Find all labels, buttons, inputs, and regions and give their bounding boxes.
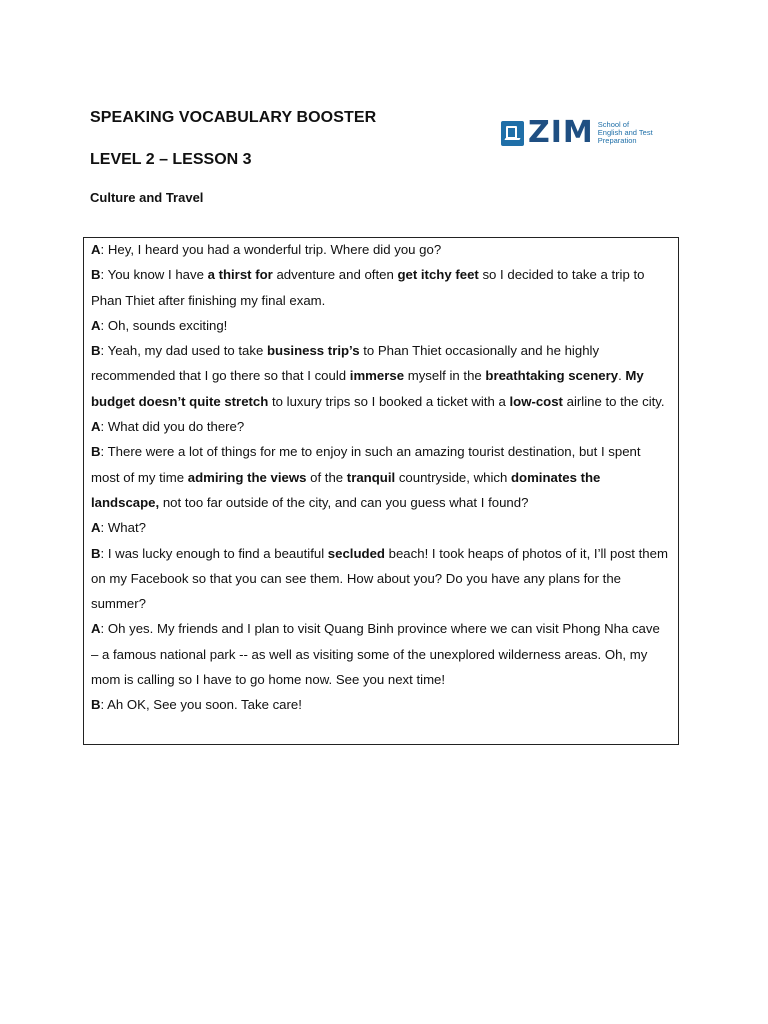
speaker-label: B [91,545,101,561]
dialogue-segment: : What did you do there? [100,419,245,435]
vocabulary-phrase: tranquil [346,469,396,485]
vocabulary-phrase: business trip’s [266,343,360,359]
dialogue-line [91,692,668,717]
dialogue-segment: myself in the [404,368,486,384]
vocabulary-phrase: immerse [349,368,405,384]
dialogue-segment: : Hey, I heard you had a wonderful trip. Where did you go? [100,242,442,257]
page-title: SPEAKING VOCABULARY BOOSTER [90,109,377,126]
dialogue-segment: : Yeah, my dad used to take [100,343,267,359]
dialogue-line [91,616,668,692]
speaker-label: A [91,520,101,536]
dialogue-line [91,262,668,313]
dialogue-segment: : Oh yes. My friends and I plan to visit Quang Binh province where we can visit Phong Nha cave – a famous national park -- as well as visiting some of the unexplored wilderness areas. Oh, my mom is calling so I have to go home now. See you next time! [91,621,660,688]
speaker-label: A [91,317,101,333]
dialogue-line [91,515,668,540]
speaker-label: B [91,444,101,460]
dialogue-segment: adventure and often [272,267,398,283]
vocabulary-phrase: secluded [327,545,385,561]
dialogue-line [91,541,668,617]
logo-tagline-line: School of [597,120,630,129]
dialogue-segment: . [618,368,626,384]
vocabulary-phrase: My budget doesn’t quite stretch [91,368,644,409]
dialogue-line [91,313,668,338]
book-icon [501,121,524,146]
vocabulary-phrase: breathtaking scenery [485,368,619,384]
dialogue-segment: : Oh, sounds exciting! [100,317,228,333]
vocabulary-phrase: admiring the views [187,469,307,485]
logo-tagline [598,121,668,145]
dialogue-segment: : Ah OK, See you soon. Take care! [100,697,302,713]
vocabulary-phrase: dominates the landscape, [91,469,601,510]
dialogue-segment: not too far outside of the city, and can you guess what I found? [159,494,529,510]
dialogue-line [91,338,668,414]
vocabulary-phrase: a thirst for [207,267,273,283]
speaker-label: A [91,242,101,257]
dialogue-line [91,439,668,515]
dialogue-segment: countryside, which [395,469,511,485]
dialogue-segment: : I was lucky enough to find a beautiful [100,545,328,561]
dialogue-segment: to Phan Thiet occasionally and he highly recommended that I go there so that I could [91,343,600,384]
dialogue-segment: beach! I took heaps of photos of it, I’ll post them on my Facebook so that you can see them. How about you? Do you have any plans for the summer? [91,545,668,612]
dialogue-segment: : There were a lot of things for me to enjoy in such an amazing tourist destination, but I spent most of my time [91,444,641,485]
zim-logo [501,116,668,150]
speaker-label: A [91,419,101,435]
dialogue-segment: : What? [100,520,146,536]
vocabulary-phrase: low-cost [509,393,563,409]
dialogue-segment: so I decided to take a trip to Phan Thiet after finishing my final exam. [91,267,645,308]
vocabulary-phrase: get itchy feet [397,267,479,283]
topic-heading: Culture and Travel [90,190,204,205]
dialogue-segment: to luxury trips so I booked a ticket with a [268,393,510,409]
dialogue-text [91,237,668,718]
speaker-label: B [91,697,101,713]
dialogue-line [91,414,668,439]
dialogue-segment: of the [306,469,347,485]
speaker-label: A [91,621,101,637]
dialogue-line [91,237,668,262]
logo-tagline-line: English and Test [597,128,653,137]
lesson-heading: LEVEL 2 – LESSON 3 [90,151,252,168]
dialogue-segment: airline to the city. [562,393,665,409]
logo-word: ZIM [528,115,594,150]
logo-tagline-line: Preparation [597,136,637,145]
dialogue-box [83,237,679,745]
speaker-label: B [91,343,101,359]
dialogue-segment: : You know I have [100,267,208,283]
speaker-label: B [91,267,101,283]
